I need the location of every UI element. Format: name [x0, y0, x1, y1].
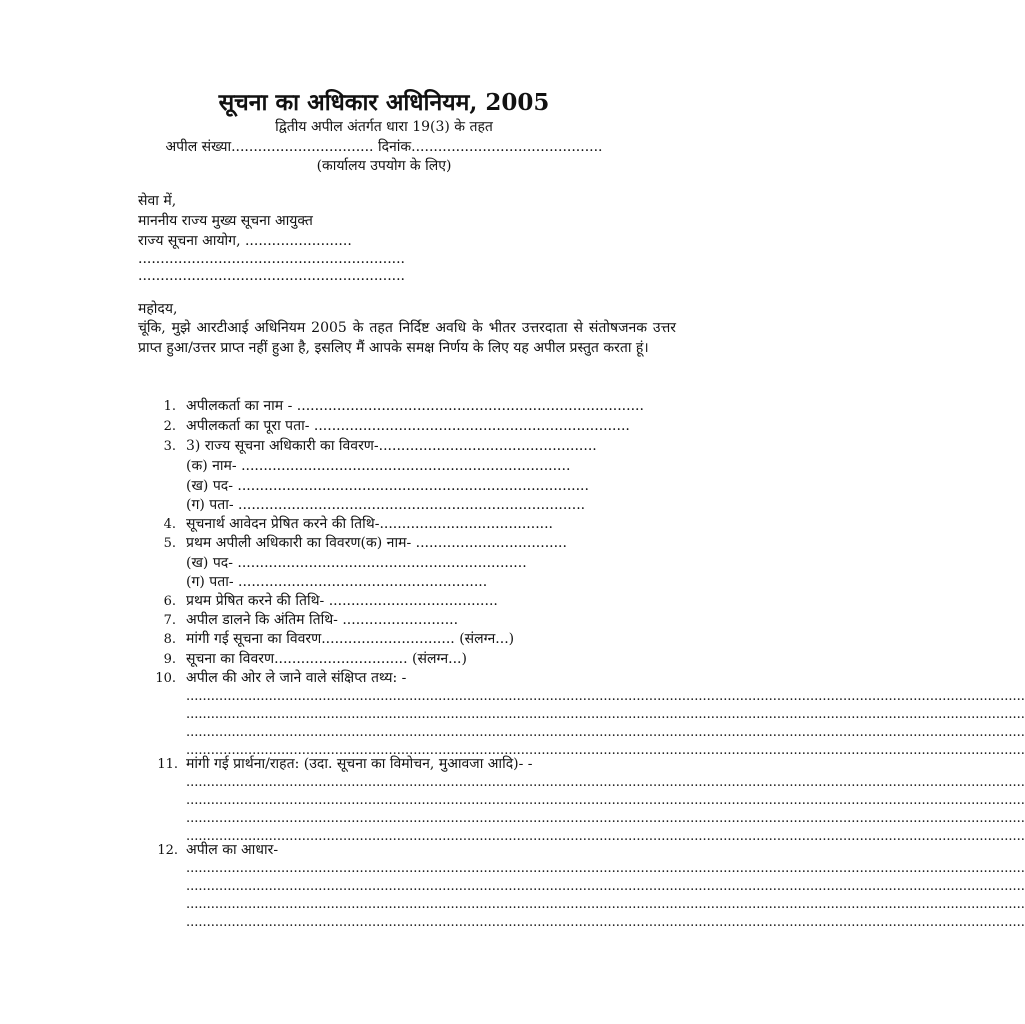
address-line-4: ............................................................	[138, 268, 406, 284]
item-number-7: 7.	[163, 613, 176, 628]
subtitle: द्वितीय अपील अंतर्गत धारा 19(3) के तहत	[275, 119, 493, 135]
item-pio-designation: (ख) पद- ...............................................................................	[186, 478, 589, 494]
fill-line: ...........................................................................................................................................................................................................	[186, 861, 1025, 876]
item-number-12: 12.	[157, 843, 178, 858]
item-brief-facts: अपील की ओर ले जाने वाले संक्षिप्त तथ्य: -	[186, 670, 407, 686]
fill-line: ...........................................................................................................................................................................................................	[186, 707, 1025, 722]
item-number-6: 6.	[163, 594, 176, 609]
item-number-2: 2.	[163, 419, 176, 434]
item-number-4: 4.	[163, 517, 176, 532]
office-use-note: (कार्यालय उपयोग के लिए)	[316, 158, 452, 174]
item-faa-designation: (ख) पद- .................................................................	[186, 555, 527, 571]
fill-line: ...........................................................................................................................................................................................................	[186, 829, 1025, 844]
item-number-1: 1.	[163, 399, 176, 414]
fill-line: ...........................................................................................................................................................................................................	[186, 915, 1025, 930]
item-pio-name: (क) नाम- ..........................................................................	[186, 458, 571, 474]
fill-line: ...........................................................................................................................................................................................................	[186, 897, 1025, 912]
fill-line: ...........................................................................................................................................................................................................	[186, 725, 1025, 740]
item-pio-details: 3) राज्य सूचना अधिकारी का विवरण-.................................................	[186, 438, 597, 454]
fill-line: ...........................................................................................................................................................................................................	[186, 811, 1025, 826]
item-number-3: 3.	[163, 439, 176, 454]
item-number-8: 8.	[163, 632, 176, 647]
item-first-sent-date: प्रथम प्रेषित करने की तिथि- ......................................	[186, 593, 498, 609]
item-last-appeal-date: अपील डालने कि अंतिम तिथि- ..........................	[186, 612, 459, 628]
salutation: महोदय,	[138, 301, 178, 317]
address-line-2: राज्य सूचना आयोग, ........................	[138, 233, 352, 249]
fill-line: ...........................................................................................................................................................................................................	[186, 743, 1025, 758]
item-application-date: सूचनार्थ आवेदन प्रेषित करने की तिथि-.......................................	[186, 516, 553, 532]
item-info-requested: मांगी गई सूचना का विवरण.............................. (संलग्न...)	[186, 631, 515, 647]
appeal-paragraph: चूंकि, मुझे आरटीआई अधिनियम 2005 के तहत निर्दिष्ट अवधि के भीतर उत्तरदाता से संतोषजनक उत्तर प्राप्त हुआ/उत्तर प्राप्त नहीं हुआ है, इसलिए मैं आपके समक्ष निर्णय के लिए यह अपील प्रस्तुत करता हूं।	[138, 320, 676, 356]
fill-line: ...........................................................................................................................................................................................................	[186, 793, 1025, 808]
item-info-details: सूचना का विवरण.............................. (संलग्न...)	[186, 651, 467, 667]
address-line-1: माननीय राज्य मुख्य सूचना आयुक्त	[138, 213, 313, 229]
item-faa-address: (ग) पता- ........................................................	[186, 574, 488, 590]
page-title: सूचना का अधिकार अधिनियम, 2005	[218, 89, 550, 116]
item-number-9: 9.	[163, 652, 176, 667]
item-number-10: 10.	[155, 671, 176, 686]
address-to: सेवा में,	[138, 193, 177, 209]
item-number-5: 5.	[163, 536, 176, 551]
item-appellant-address: अपीलकर्ता का पूरा पता- .......................................................................	[186, 418, 630, 434]
item-pio-address: (ग) पता- ..............................................................................	[186, 497, 586, 513]
fill-line: ...........................................................................................................................................................................................................	[186, 689, 1025, 704]
fill-line: ...........................................................................................................................................................................................................	[186, 775, 1025, 790]
item-faa-details: प्रथम अपीली अधिकारी का विवरण(क) नाम- ..................................	[186, 535, 567, 551]
appeal-number-line: अपील संख्या................................ दिनांक...........................................	[165, 139, 603, 155]
address-line-3: ............................................................	[138, 251, 406, 267]
fill-line: ...........................................................................................................................................................................................................	[186, 879, 1025, 894]
item-appeal-grounds: अपील का आधार-	[186, 842, 279, 858]
item-number-11: 11.	[157, 757, 178, 772]
item-relief-sought: मांगी गई प्रार्थना/राहत: (उदा. सूचना का विमोचन, मुआवजा आदि)- -	[186, 756, 533, 772]
item-appellant-name: अपीलकर्ता का नाम - ..............................................................................	[186, 398, 644, 414]
